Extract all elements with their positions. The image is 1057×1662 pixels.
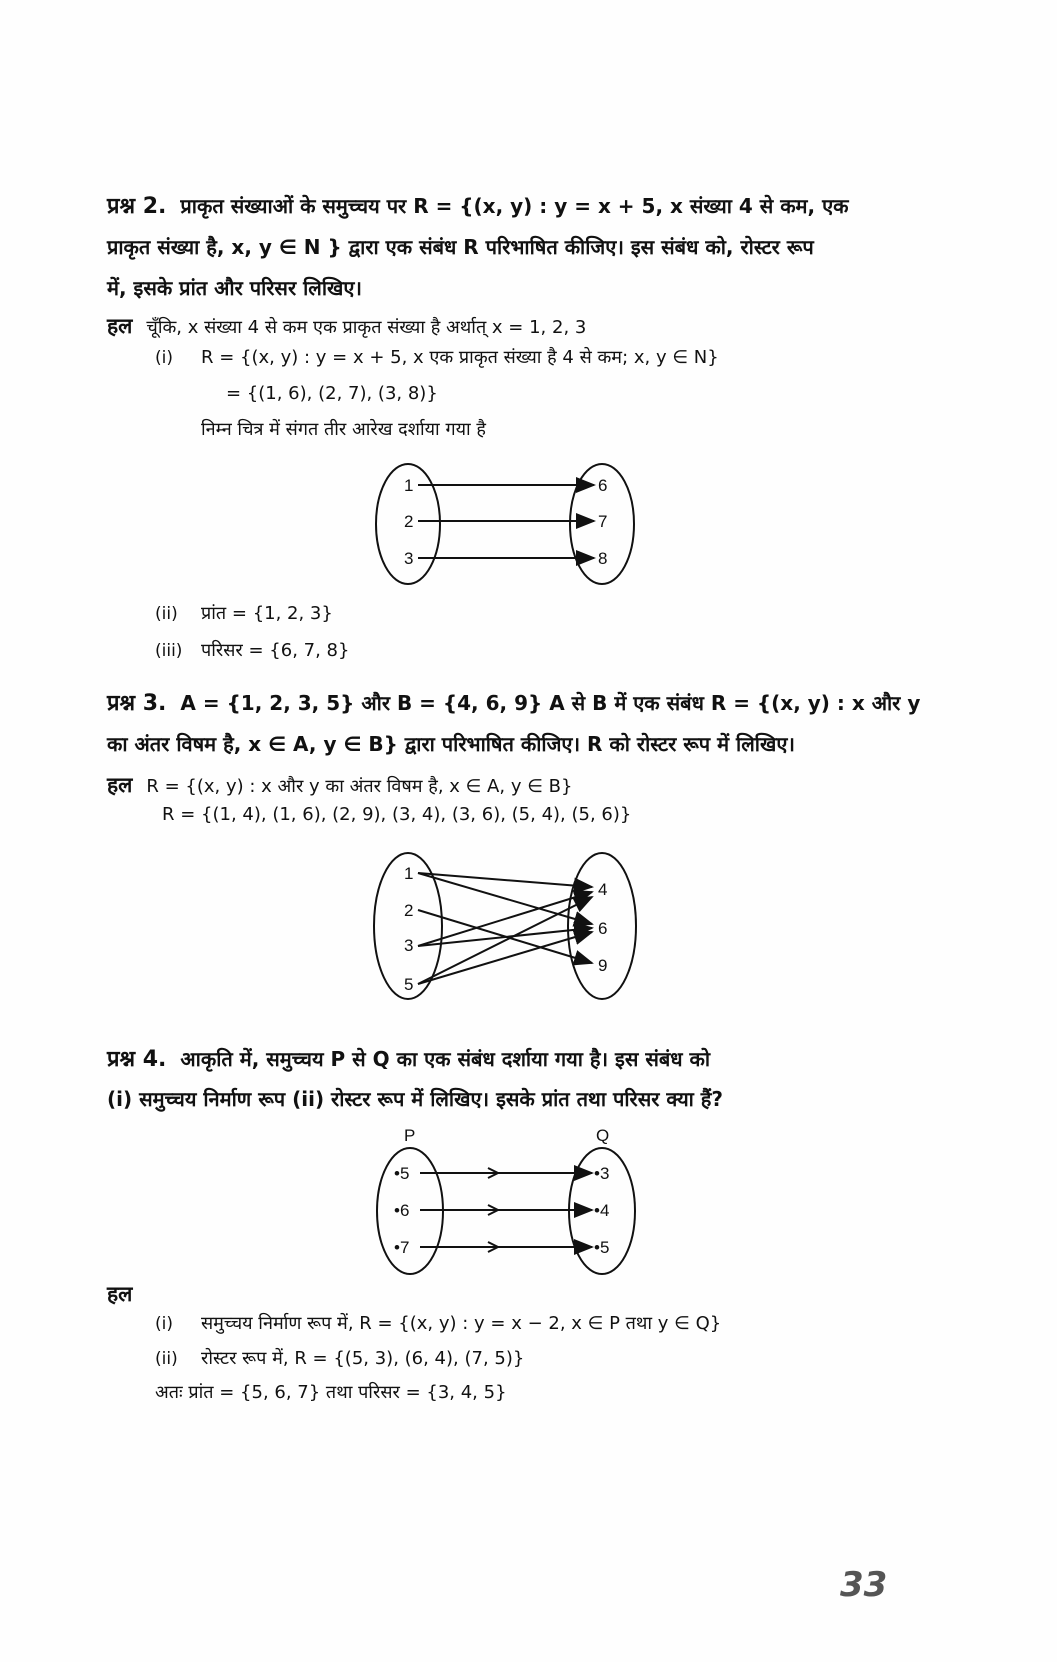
- q4-i-text: समुच्चय निर्माण रूप में, R = {(x, y) : y = x − 2, x ∈ P तथा y ∈ Q}: [201, 1313, 722, 1334]
- q3-line1: [107, 687, 920, 717]
- q2-right-6: 6: [598, 476, 608, 495]
- q2-line1: [107, 190, 849, 220]
- q4-hal-label: [107, 1280, 146, 1308]
- q3-right-4: 4: [598, 880, 608, 899]
- q2-hal-label: हल: [107, 314, 133, 338]
- q4-left-5: •5: [394, 1164, 410, 1183]
- q3-sol-text-1: R = {(x, y) : x और y का अंतर विषम है, x ∈ A, y ∈ B}: [146, 776, 573, 797]
- q4-left-7: •7: [394, 1238, 410, 1257]
- q3-left-2: 2: [404, 901, 414, 920]
- q2-domain: प्रांत = {1, 2, 3}: [201, 603, 333, 624]
- q2-iii-label: (iii): [155, 641, 183, 661]
- q4-right-4: •4: [594, 1201, 610, 1220]
- q3-line2: का अंतर विषम है, x ∈ A, y ∈ B} द्वारा परिभाषित कीजिए। R को रोस्टर रूप में लिखिए।: [107, 732, 795, 756]
- page-number: 33: [840, 1565, 888, 1605]
- q3-left-3: 3: [404, 936, 414, 955]
- q2-right-7: 7: [598, 512, 608, 531]
- q2-solution-intro: [107, 312, 586, 340]
- q2-solution-i: [155, 345, 719, 369]
- q2-text-1: प्राकृत संख्याओं के समुच्चय पर R = {(x, y) : y = x + 5, x संख्या 4 से कम, एक: [180, 194, 849, 218]
- q4-ii-text: रोस्टर रूप में, R = {(5, 3), (6, 4), (7, 5)}: [201, 1348, 525, 1369]
- q4-hal-text: हल: [107, 1282, 133, 1306]
- q3-left-1: 1: [404, 864, 414, 883]
- q3-right-9: 9: [598, 956, 608, 975]
- q4-i-label: (i): [155, 1314, 173, 1334]
- q2-i-text: R = {(x, y) : y = x + 5, x एक प्राकृत संख्या है 4 से कम; x, y ∈ N}: [201, 347, 719, 368]
- q4-label: प्रश्न 4.: [107, 1047, 167, 1072]
- q4-solution-i: [155, 1311, 721, 1335]
- q3-label: प्रश्न 3.: [107, 691, 167, 716]
- q2-right-8: 8: [598, 549, 608, 568]
- set-q-title: Q: [596, 1127, 610, 1145]
- q2-left-1: 1: [404, 476, 414, 495]
- q2-label: प्रश्न 2.: [107, 194, 167, 219]
- q4-right-3: •3: [594, 1164, 610, 1183]
- q4-solution-ii: [155, 1346, 524, 1370]
- q3-arrow-diagram: [370, 850, 650, 1009]
- q2-line2: प्राकृत संख्या है, x, y ∈ N } द्वारा एक संबंध R परिभाषित कीजिए। इस संबंध को, रोस्टर रूप: [107, 235, 814, 259]
- q3-hal-label: हल: [107, 773, 133, 797]
- q4-left-6: •6: [394, 1201, 410, 1220]
- q3-text-1: A = {1, 2, 3, 5} और B = {4, 6, 9} A से B में एक संबंध R = {(x, y) : x और y: [180, 691, 921, 715]
- set-p-title: P: [404, 1127, 416, 1145]
- q2-i-label: (i): [155, 348, 173, 368]
- q4-arrow-diagram: [370, 1127, 650, 1281]
- q2-solution-iii: [155, 638, 349, 662]
- q4-conclusion: अतः प्रांत = {5, 6, 7} तथा परिसर = {3, 4, 5}: [155, 1382, 507, 1403]
- q4-line2: (i) समुच्चय निर्माण रूप (ii) रोस्टर रूप में लिखिए। इसके प्रांत तथा परिसर क्या हैं?: [107, 1087, 724, 1111]
- q2-solution-ii: [155, 601, 333, 625]
- q4-text-1: आकृति में, समुच्चय P से Q का एक संबंध दर्शाया गया है। इस संबंध को: [180, 1047, 711, 1071]
- q2-intro-text: चूँकि, x संख्या 4 से कम एक प्राकृत संख्या है अर्थात् x = 1, 2, 3: [146, 317, 587, 338]
- q2-diagram-caption: निम्न चित्र में संगत तीर आरेख दर्शाया गया है: [201, 419, 486, 440]
- q2-line3: में, इसके प्रांत और परिसर लिखिए।: [107, 276, 363, 300]
- q2-ii-label: (ii): [155, 604, 178, 624]
- q3-left-5: 5: [404, 975, 414, 994]
- q2-arrow-diagram: [370, 460, 650, 594]
- q2-roster: = {(1, 6), (2, 7), (3, 8)}: [226, 383, 438, 404]
- q4-line1: [107, 1043, 710, 1073]
- q3-right-6: 6: [598, 919, 608, 938]
- q2-range: परिसर = {6, 7, 8}: [201, 640, 350, 661]
- q2-left-3: 3: [404, 549, 414, 568]
- q2-left-2: 2: [404, 512, 414, 531]
- q4-ii-label: (ii): [155, 1349, 178, 1369]
- q4-right-5: •5: [594, 1238, 610, 1257]
- q3-solution-line2: R = {(1, 4), (1, 6), (2, 9), (3, 4), (3, 6), (5, 4), (5, 6)}: [162, 804, 632, 825]
- q3-solution-line1: [107, 771, 572, 799]
